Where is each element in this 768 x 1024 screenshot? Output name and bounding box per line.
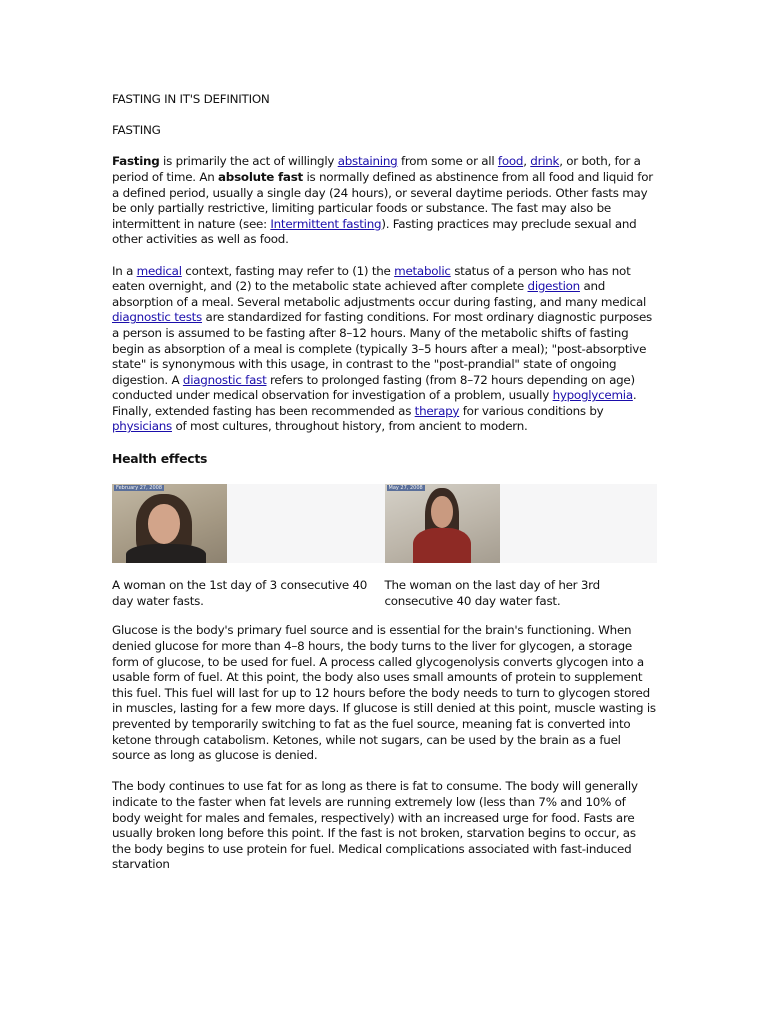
link-metabolic[interactable]: metabolic <box>394 263 451 278</box>
paragraph-fat: The body continues to use fat for as long as there is fat to consume. The body will generally indicate to the faster when fat levels are running extremely low (less than 7% and 10% of body weight for males and females, respectively) with an increased urge for food. Fasts are usually broken long before this point. If the fast is not broken, starvation begins to occur, as the body begins to use protein for fuel. Medical complications associated with fast-induced starvation <box>112 779 638 872</box>
document-subtitle: FASTING <box>112 123 161 138</box>
figure-caption: The woman on the last day of her 3rd consecutive 40 day water fast. <box>384 578 600 608</box>
section-heading-health-effects: Health effects <box>112 450 208 466</box>
document-content <box>112 92 657 889</box>
link-therapy[interactable]: therapy <box>414 403 460 418</box>
link-physicians[interactable]: physicians <box>112 419 172 434</box>
figure-caption: A woman on the 1st day of 3 consecutive 40 day water fasts. <box>112 578 368 608</box>
paragraph-glucose: Glucose is the body's primary fuel source and is essential for the brain's functioning. When denied glucose for more than 4–8 hours, the body turns to the liver for glycogen, a storage form of glucose, to be used for fuel. A process called glycogenolysis converts glycogen into a usable form of fuel. At this point, the body also uses small amounts of protein to supplement this fuel. This fuel will last for up to 12 hours before the body needs to turn to glycogen stored in muscles, lasting for a few more days. If glucose is still denied at this point, muscle wasting is prevented by temporarily switching to fat as the fuel source, meaning fat is converted into ketone through catabolism. Ketones, while not sugars, can be used by the brain as a fuel source as long as glucose is denied. <box>112 623 656 763</box>
image-frame <box>385 484 658 563</box>
link-diagnostic-fast[interactable]: diagnostic fast <box>182 372 267 387</box>
figure-row <box>112 484 657 609</box>
woman-photo-last-day <box>385 484 500 563</box>
figure-first-day <box>112 484 385 609</box>
figure-last-day <box>385 484 658 609</box>
link-digestion[interactable]: digestion <box>527 279 580 294</box>
paragraph-medical: In a medical context, fasting may refer to (1) the metabolic status of a person who has not eaten overnight, and (2) to the metabolic state achieved after complete digestion and absorption of a meal. Several metabolic adjustments occur during fasting, and many medical diagnostic tests are standardized for fasting conditions. For most ordinary diagnostic purposes a person is assumed to be fasting after 8–12 hours. Many of the metabolic shifts of fasting begin as absorption of a meal is complete (typically 3–5 hours after a meal); "post-absorptive state" is synonymous with this usage, in contrast to the "post-prandial" state of ongoing digestion. A diagnostic fast refers to prolonged fasting (from 8–72 hours depending on age) conducted under medical observation for investigation of a problem, usually hypoglycemia. Finally, extended fasting has been recommended as therapy for various conditions by physicians of most cultures, throughout history, from ancient to modern. <box>112 263 653 434</box>
image-frame <box>112 484 385 563</box>
link-intermittent-fasting[interactable]: Intermittent fasting <box>270 216 382 231</box>
woman-photo-first-day <box>112 484 227 563</box>
bold-term: Fasting <box>112 154 160 169</box>
link-food[interactable]: food <box>497 154 524 169</box>
photo-date-stamp: February 27, 2008 <box>116 485 163 492</box>
link-medical[interactable]: medical <box>136 263 182 278</box>
document-title: FASTING IN IT'S DEFINITION <box>112 92 270 106</box>
link-diagnostic-tests[interactable]: diagnostic tests <box>112 310 203 325</box>
photo-date-stamp: May 27, 2008 <box>388 485 423 492</box>
link-abstaining[interactable]: abstaining <box>337 154 398 169</box>
paragraph-intro: Fasting is primarily the act of willingly abstaining from some or all food, drink, or both, for a period of time. An absolute fast is normally defined as abstinence from all food and liquid for a defined period, usually a single day (24 hours), or several daytime periods. Other fasts may be only partially restrictive, limiting particular foods or substance. The fast may also be intermittent in nature (see: Intermittent fasting). Fasting practices may preclude sexual and other activities as well as food. <box>112 154 653 247</box>
link-hypoglycemia[interactable]: hypoglycemia <box>552 388 633 403</box>
link-drink[interactable]: drink <box>530 154 560 169</box>
bold-term: absolute fast <box>218 169 303 184</box>
